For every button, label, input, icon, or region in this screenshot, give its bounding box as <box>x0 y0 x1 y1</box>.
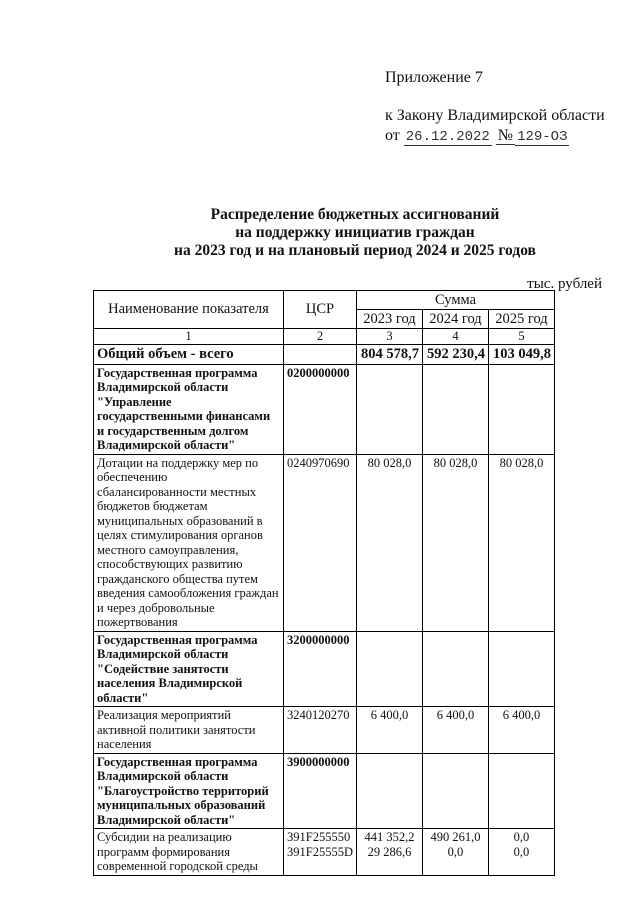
row-2024 <box>422 753 488 829</box>
col-number: 2 <box>284 329 357 345</box>
number-prefix: № <box>497 127 514 144</box>
row-name: Субсидии на реализацию программ формирования современной городской среды <box>94 829 284 876</box>
header-year-2023: 2023 год <box>356 310 422 329</box>
row-2025 <box>488 753 554 829</box>
row-2023 <box>356 829 422 876</box>
row-2025 <box>488 631 554 707</box>
row-2025-line: 0,0 <box>513 844 530 859</box>
row-2023: 80 028,0 <box>356 454 422 631</box>
row-2025 <box>488 364 554 454</box>
total-2025: 103 049,8 <box>488 344 554 364</box>
row-2024: 6 400,0 <box>422 707 488 754</box>
row-name: Государственная программа Владимирской области "Благоустройство территорий муниципальных образований Владимирской области" <box>94 753 284 829</box>
row-2023 <box>356 364 422 454</box>
table-row <box>94 364 555 454</box>
document-title <box>150 206 560 260</box>
row-csr-line: 391F255550 <box>287 830 351 844</box>
law-date: 26.12.2022 <box>405 129 490 145</box>
row-2023-line: 29 286,6 <box>367 844 412 859</box>
table-row <box>94 753 555 829</box>
row-2025-line: 0,0 <box>513 830 530 844</box>
row-csr: 0200000000 <box>284 364 357 454</box>
units-label: тыс. рублей <box>527 276 602 292</box>
row-name: Государственная программа Владимирской области "Содействие занятости населения Владимирской области" <box>94 631 284 707</box>
appendix-number: Приложение 7 <box>385 69 483 86</box>
appendix-header <box>385 68 605 147</box>
header-year-2024: 2024 год <box>422 310 488 329</box>
header-name: Наименование показателя <box>94 291 284 329</box>
row-2025 <box>488 829 554 876</box>
total-2024: 592 230,4 <box>422 344 488 364</box>
budget-table <box>93 290 555 876</box>
table-row <box>94 829 555 876</box>
total-row <box>94 344 555 364</box>
row-csr <box>284 829 357 876</box>
row-csr: 3200000000 <box>284 631 357 707</box>
law-date-line <box>385 126 605 147</box>
column-numbers-row <box>94 329 555 345</box>
row-csr: 3240120270 <box>284 707 357 754</box>
law-number: 129-ОЗ <box>517 129 568 145</box>
header-sum: Сумма <box>356 291 554 310</box>
row-2024-line: 0,0 <box>447 844 464 859</box>
header-year-2025: 2025 год <box>488 310 554 329</box>
header-csr: ЦСР <box>284 291 357 329</box>
table-row <box>94 454 555 631</box>
col-number: 4 <box>422 329 488 345</box>
row-name: Дотации на поддержку мер по обеспечению сбалансированности местных бюджетов бюджетам муниципальных образований в целях стимулирования органов местного самоуправления, способствующих развитию гражданского общества путем введения самообложения граждан и через добровольные пожертвования <box>94 454 284 631</box>
row-csr: 0240970690 <box>284 454 357 631</box>
row-2024-line: 490 261,0 <box>430 830 481 844</box>
from-prefix: от <box>385 127 400 144</box>
row-2023 <box>356 753 422 829</box>
table-row <box>94 707 555 754</box>
row-2023: 6 400,0 <box>356 707 422 754</box>
col-number: 3 <box>356 329 422 345</box>
total-label: Общий объем - всего <box>94 344 284 364</box>
table-row <box>94 631 555 707</box>
law-reference: к Закону Владимирской области <box>385 107 605 124</box>
row-2023-line: 441 352,2 <box>364 830 415 844</box>
row-2024 <box>422 631 488 707</box>
row-2024 <box>422 364 488 454</box>
row-name: Реализация мероприятий активной политики занятости населения <box>94 707 284 754</box>
row-csr: 3900000000 <box>284 753 357 829</box>
col-number: 1 <box>94 329 284 345</box>
row-csr-line: 391F25555D <box>287 844 353 859</box>
row-2025: 6 400,0 <box>488 707 554 754</box>
col-number: 5 <box>488 329 554 345</box>
title-line-3: на 2023 год и на плановый период 2024 и 2025 годов <box>174 242 536 259</box>
row-2023 <box>356 631 422 707</box>
row-2024: 80 028,0 <box>422 454 488 631</box>
title-line-2: на поддержку инициатив граждан <box>235 224 475 241</box>
row-name: Государственная программа Владимирской области "Управление государственными финансами и государственным долгом Владимирской области" <box>94 364 284 454</box>
row-2024 <box>422 829 488 876</box>
row-2025: 80 028,0 <box>488 454 554 631</box>
total-2023: 804 578,7 <box>356 344 422 364</box>
title-line-1: Распределение бюджетных ассигнований <box>210 206 500 223</box>
